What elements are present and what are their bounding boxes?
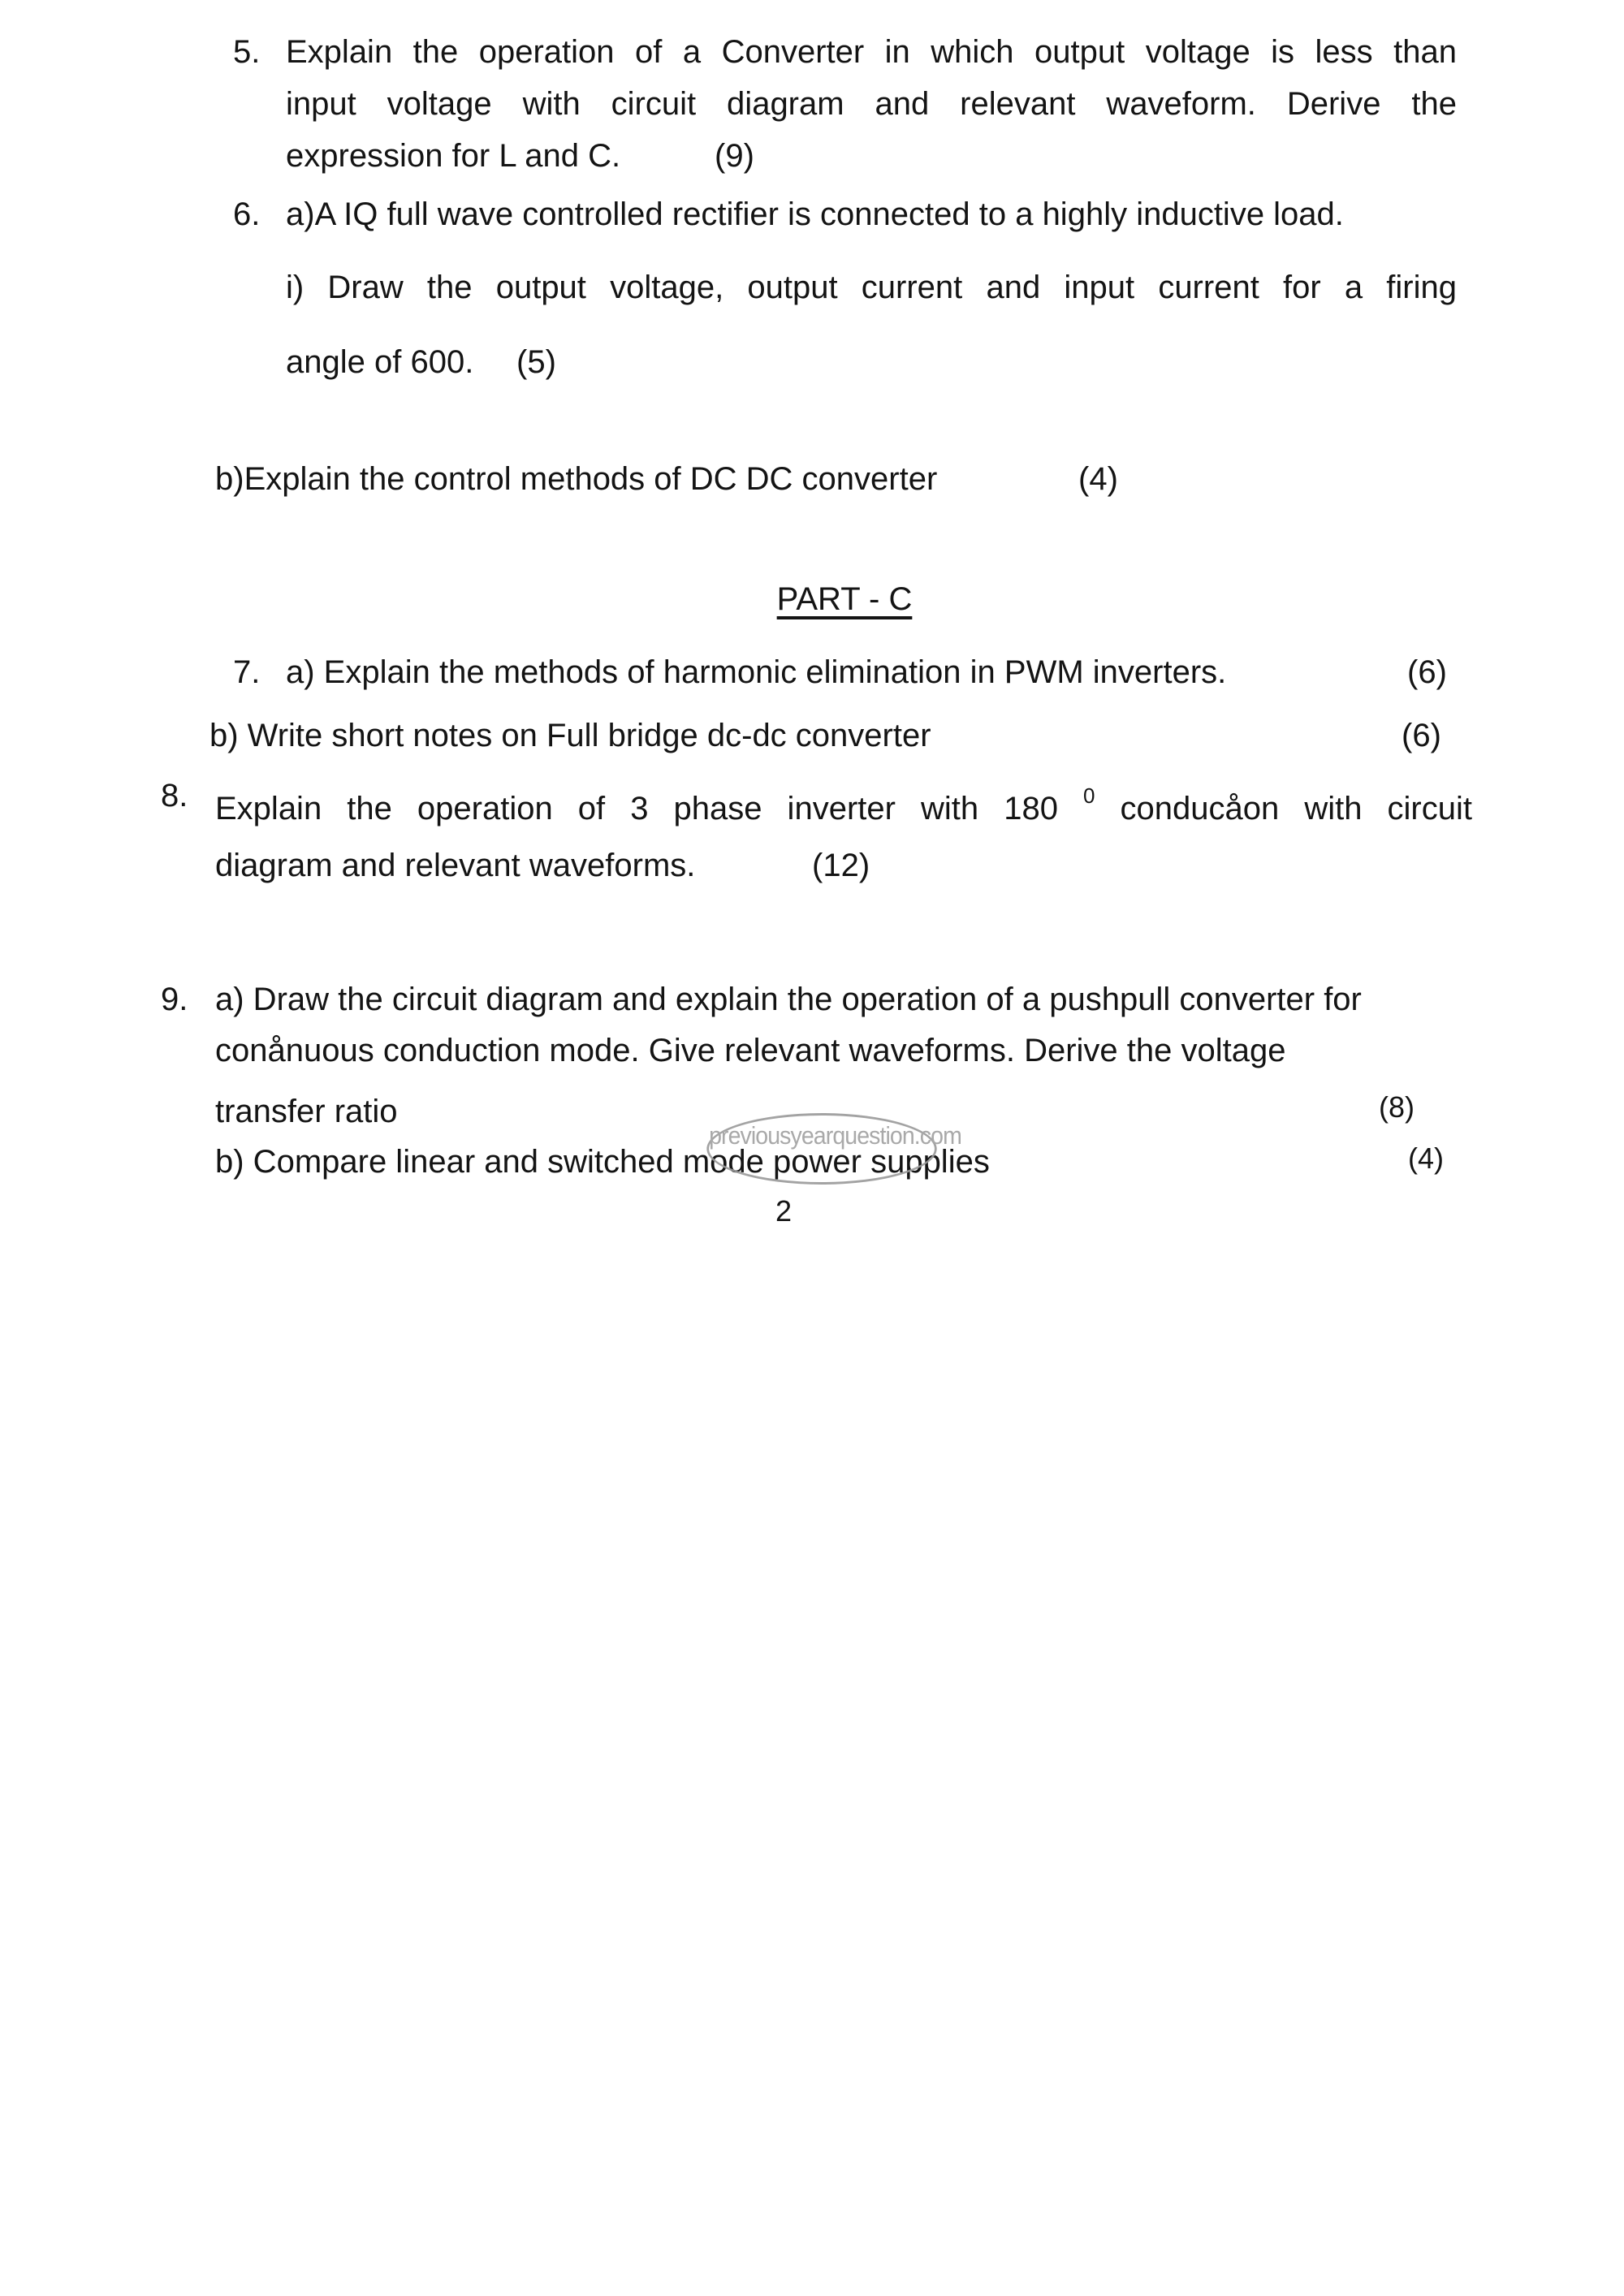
question-6b-text: b)Explain the control methods of DC DC converter: [215, 461, 938, 497]
question-7b-marks: (6): [1402, 718, 1441, 753]
part-c-heading: [0, 580, 1624, 619]
question-6-number: 6.: [233, 196, 261, 232]
question-5-number: 5.: [233, 34, 261, 70]
question-6a-i-line-2: angle of 600.: [286, 344, 474, 380]
question-8-line-2: diagram and relevant waveforms.: [215, 848, 696, 883]
question-9a-line-1: a) Draw the circuit diagram and explain the operation of a pushpull converter for: [215, 982, 1362, 1017]
question-5-line-3: expression for L and C.: [286, 138, 621, 174]
degree-superscript: 0: [1083, 783, 1095, 808]
question-9a-line-2: conånuous conduction mode. Give relevant waveforms. Derive the voltage: [215, 1033, 1286, 1068]
question-9b-marks: (4): [1408, 1142, 1444, 1175]
question-6a-i-line-1: i) Draw the output voltage, output current and input current for a firing: [286, 270, 1457, 305]
question-7-number: 7.: [233, 654, 261, 690]
question-8-number: 8.: [161, 778, 188, 814]
page-number: 2: [775, 1194, 793, 1228]
question-6a-i-marks: (5): [516, 344, 556, 380]
question-7a-text: a) Explain the methods of harmonic elimination in PWM inverters.: [286, 654, 1227, 690]
question-8-line-1-after: conducåon with circuit: [1120, 791, 1472, 826]
question-7b-text: b) Write short notes on Full bridge dc-dc converter: [209, 718, 931, 753]
question-8-line-1-before: Explain the operation of 3 phase inverter with 180: [215, 791, 1058, 826]
question-8-marks: (12): [812, 848, 870, 883]
watermark-stamp: previousyearquestion.com: [706, 1113, 936, 1185]
question-5-marks: (9): [715, 138, 754, 174]
question-9b-text: b) Compare linear and switched mode power supplies: [215, 1144, 990, 1180]
question-9-number: 9.: [161, 982, 188, 1017]
question-6b-marks: (4): [1078, 461, 1118, 497]
question-6a-text: a)A IQ full wave controlled rectifier is connected to a highly inductive load.: [286, 196, 1344, 232]
question-9a-line-3: transfer ratio: [215, 1094, 398, 1129]
question-9a-marks: (8): [1379, 1090, 1415, 1124]
part-c-heading-text: PART - C: [776, 581, 913, 617]
question-7a-marks: (6): [1407, 654, 1447, 690]
question-5-line-1: Explain the operation of a Converter in which output voltage is less than: [286, 34, 1457, 70]
question-5-line-2: input voltage with circuit diagram and relevant waveform. Derive the: [286, 86, 1457, 122]
question-8-line-1: [215, 776, 1472, 828]
